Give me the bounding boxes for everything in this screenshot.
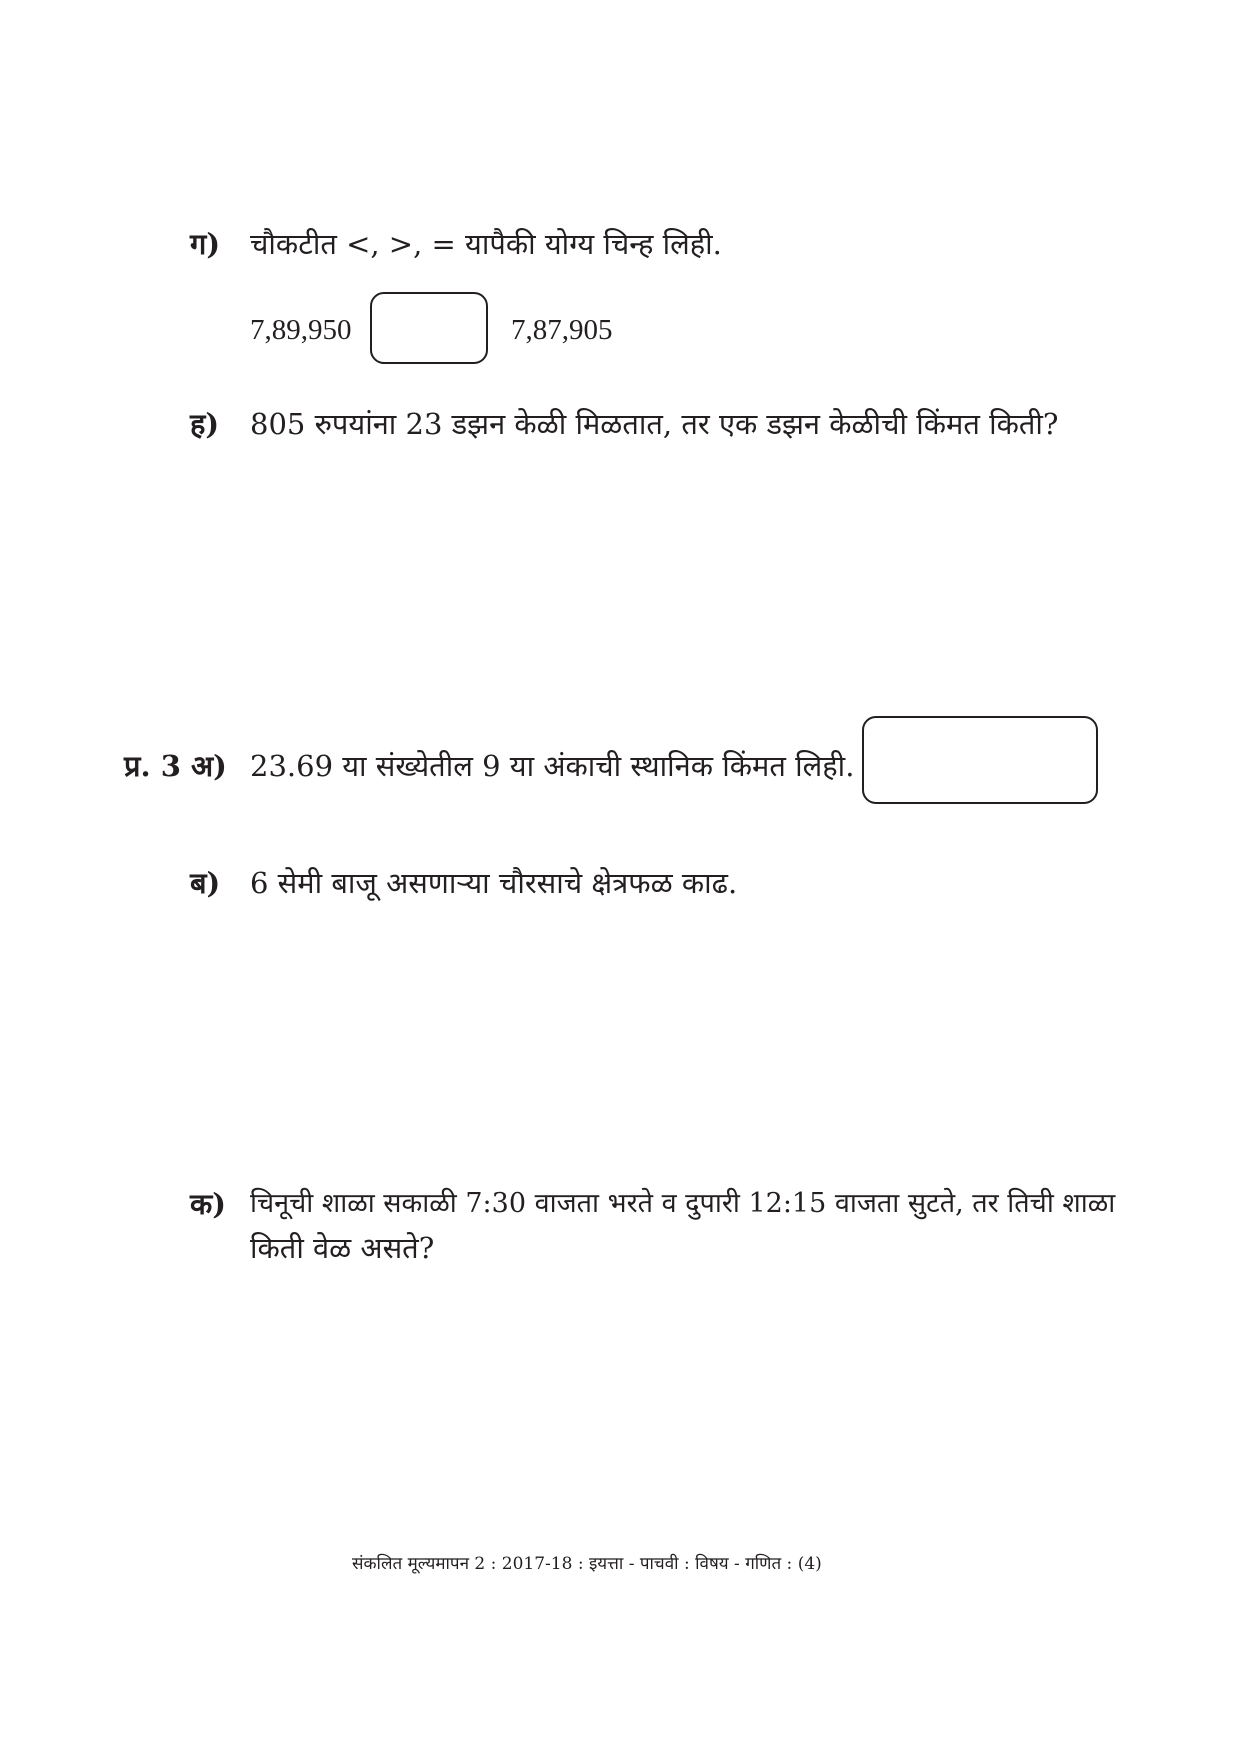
- question-k-label: क): [190, 1187, 226, 1221]
- page-footer: संकलित मूल्यमापन 2 : 2017-18 : इयत्ता - पाचवी : विषय - गणित : (4): [352, 1554, 822, 1574]
- question-3a-text: 23.69 या संख्येतील 9 या अंकाची स्थानिक किंमत लिही.: [250, 749, 855, 783]
- question-3a-label: प्र. 3 अ): [124, 749, 227, 783]
- question-k-text-line2: किती वेळ असते?: [250, 1231, 435, 1265]
- question-h-text: 805 रुपयांना 23 डझन केळी मिळतात, तर एक डझन केळीची किंमत किती?: [250, 407, 1059, 441]
- comparison-right-number: 7,87,905: [511, 314, 613, 346]
- question-b-label: ब): [190, 866, 221, 900]
- question-b-text: 6 सेमी बाजू असणाऱ्या चौरसाचे क्षेत्रफळ काढ.: [250, 866, 738, 900]
- comparison-left-number: 7,89,950: [250, 314, 352, 346]
- comparison-answer-box[interactable]: [370, 292, 488, 364]
- question-h-label: ह): [190, 407, 220, 441]
- question-g-label: ग): [190, 227, 221, 261]
- question-k-text-line1: चिनूची शाळा सकाळी 7:30 वाजता भरते व दुपारी 12:15 वाजता सुटते, तर तिची शाळा: [250, 1188, 1116, 1219]
- question-g-text: चौकटीत <, >, = यापैकी योग्य चिन्ह लिही.: [250, 227, 722, 261]
- place-value-answer-box[interactable]: [862, 716, 1098, 804]
